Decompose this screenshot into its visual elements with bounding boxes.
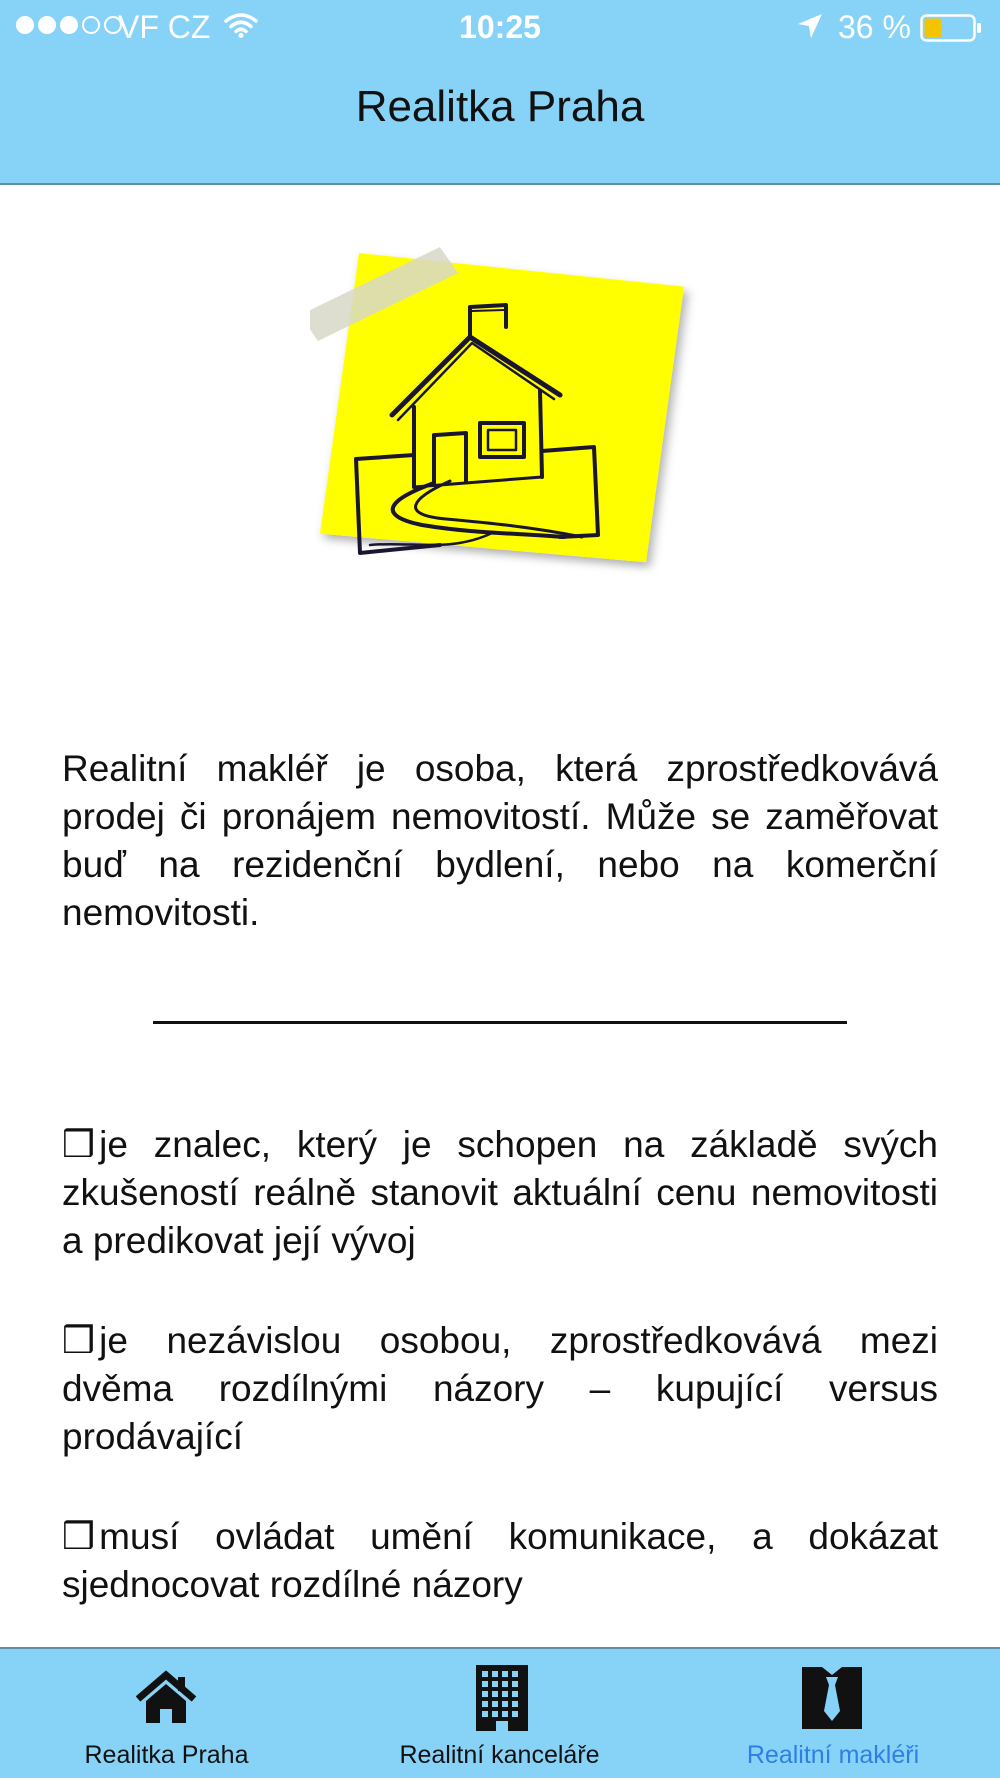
list-item	[62, 1513, 938, 1609]
list-item-text: je nezávislou osobou, zprostředkovává mezi dvěma rozdílnými názory – kupující versus prodávající	[62, 1320, 938, 1457]
tab-realitni-makleri[interactable]	[666, 1649, 1000, 1780]
list-item	[62, 1121, 938, 1265]
tab-realitni-kancelare[interactable]	[333, 1649, 666, 1780]
tab-bar	[0, 1647, 1000, 1778]
list-item-text: musí ovládat umění komunikace, a dokázat sjednocovat rozdílné názory	[62, 1516, 938, 1605]
page-title: Realitka Praha	[355, 82, 645, 131]
tie-icon	[800, 1665, 864, 1731]
list-item-text: je znalec, který je schopen na základě svých zkušeností reálně stanovit aktuální cenu nemovitosti a predikovat její vývoj	[62, 1124, 938, 1261]
status-bar	[0, 0, 1000, 56]
battery-percentage: 36 %	[838, 9, 911, 45]
checkbox-icon: ❒	[62, 1124, 96, 1165]
checkbox-icon: ❒	[62, 1516, 96, 1557]
divider	[153, 1021, 847, 1024]
battery-level-fill	[925, 19, 942, 38]
list-item	[62, 1317, 938, 1461]
tab-realitka-praha[interactable]	[0, 1649, 333, 1780]
tab-label: Realitní makléři	[746, 1741, 920, 1769]
house-sticky-note-image	[310, 215, 710, 635]
checkbox-icon: ❒	[62, 1320, 96, 1361]
tab-label: Realitní kanceláře	[399, 1741, 600, 1769]
tab-label: Realitka Praha	[84, 1741, 249, 1769]
top-bar	[0, 0, 1000, 185]
home-icon	[134, 1665, 198, 1731]
carrier-name: VF CZ	[118, 9, 211, 45]
main-content	[0, 185, 1000, 1647]
intro-paragraph: Realitní makléř je osoba, která zprostředkovává prodej či pronájem nemovitostí. Může se zaměřovat buď na rezidenční bydlení, nebo na komerční nemovitosti.	[62, 748, 938, 933]
location-arrow-icon	[796, 12, 824, 40]
battery-icon	[920, 14, 982, 42]
office-building-icon	[470, 1665, 534, 1731]
status-time: 10:25	[459, 9, 541, 45]
